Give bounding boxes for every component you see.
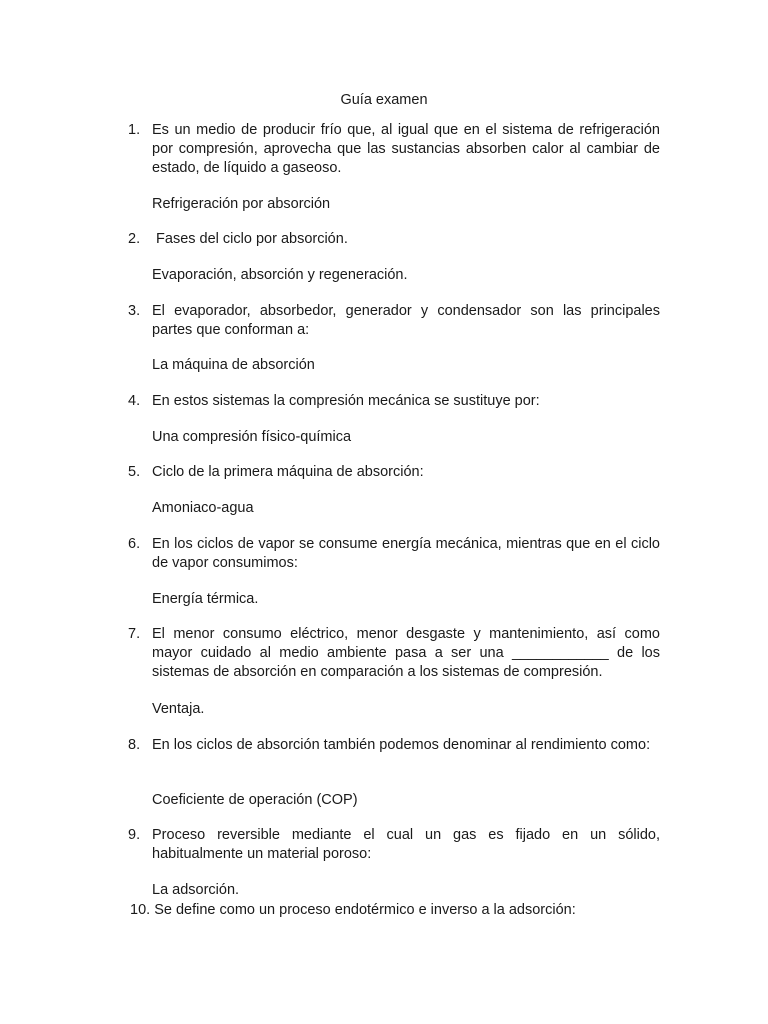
question-text: Fases del ciclo por absorción. — [152, 231, 348, 247]
question-text: Proceso reversible mediante el cual un gas es fijado en un sólido, habitualmente un material poroso: — [152, 827, 660, 862]
question-3 — [128, 302, 660, 340]
question-number: 10. — [130, 902, 151, 918]
question-number: 7. — [128, 626, 141, 642]
question-number: 2. — [128, 231, 141, 247]
answer-9: La adsorción. — [152, 882, 240, 898]
question-4 — [128, 392, 660, 411]
question-1 — [128, 121, 660, 178]
question-text: Ciclo de la primera máquina de absorción: — [152, 464, 424, 480]
answer-4: Una compresión físico-química — [152, 429, 352, 445]
question-6 — [128, 535, 660, 573]
question-8 — [128, 736, 660, 755]
question-number: 1. — [128, 122, 141, 138]
question-number: 6. — [128, 536, 141, 552]
question-number: 5. — [128, 464, 141, 480]
answer-7: Ventaja. — [152, 701, 205, 717]
answer-8: Coeficiente de operación (COP) — [152, 792, 358, 808]
answer-5: Amoniaco-agua — [152, 500, 254, 516]
answer-2: Evaporación, absorción y regeneración. — [152, 267, 408, 283]
question-text: En los ciclos de vapor se consume energía mecánica, mientras que en el ciclo de vapor consumimos: — [152, 536, 660, 571]
answer-1: Refrigeración por absorción — [152, 196, 331, 212]
question-number: 3. — [128, 303, 141, 319]
question-text: En los ciclos de absorción también podemos denominar al rendimiento como: — [152, 737, 651, 753]
question-text: El menor consumo eléctrico, menor desgaste y mantenimiento, así como mayor cuidado al medio ambiente pasa a ser una ____________ de los sistemas de absorción en comparación a los sistemas de compresión. — [152, 626, 660, 680]
question-7 — [128, 625, 660, 682]
question-5 — [128, 463, 660, 482]
question-10 — [130, 901, 660, 920]
question-text: En estos sistemas la compresión mecánica se sustituye por: — [152, 393, 540, 409]
question-text: Se define como un proceso endotérmico e inverso a la adsorción: — [150, 902, 576, 918]
answer-3: La máquina de absorción — [152, 357, 315, 373]
question-number: 9. — [128, 827, 141, 843]
question-number: 8. — [128, 737, 141, 753]
question-text: El evaporador, absorbedor, generador y condensador son las principales partes que conforman a: — [152, 303, 660, 338]
answer-6: Energía térmica. — [152, 591, 259, 607]
question-2 — [128, 230, 660, 249]
page-title: Guía examen — [340, 92, 428, 108]
question-text: Es un medio de producir frío que, al igual que en el sistema de refrigeración por compresión, aprovecha que las sustancias absorben calor al cambiar de estado, de líquido a gaseoso. — [152, 122, 660, 176]
question-9 — [128, 826, 660, 864]
question-number: 4. — [128, 393, 141, 409]
